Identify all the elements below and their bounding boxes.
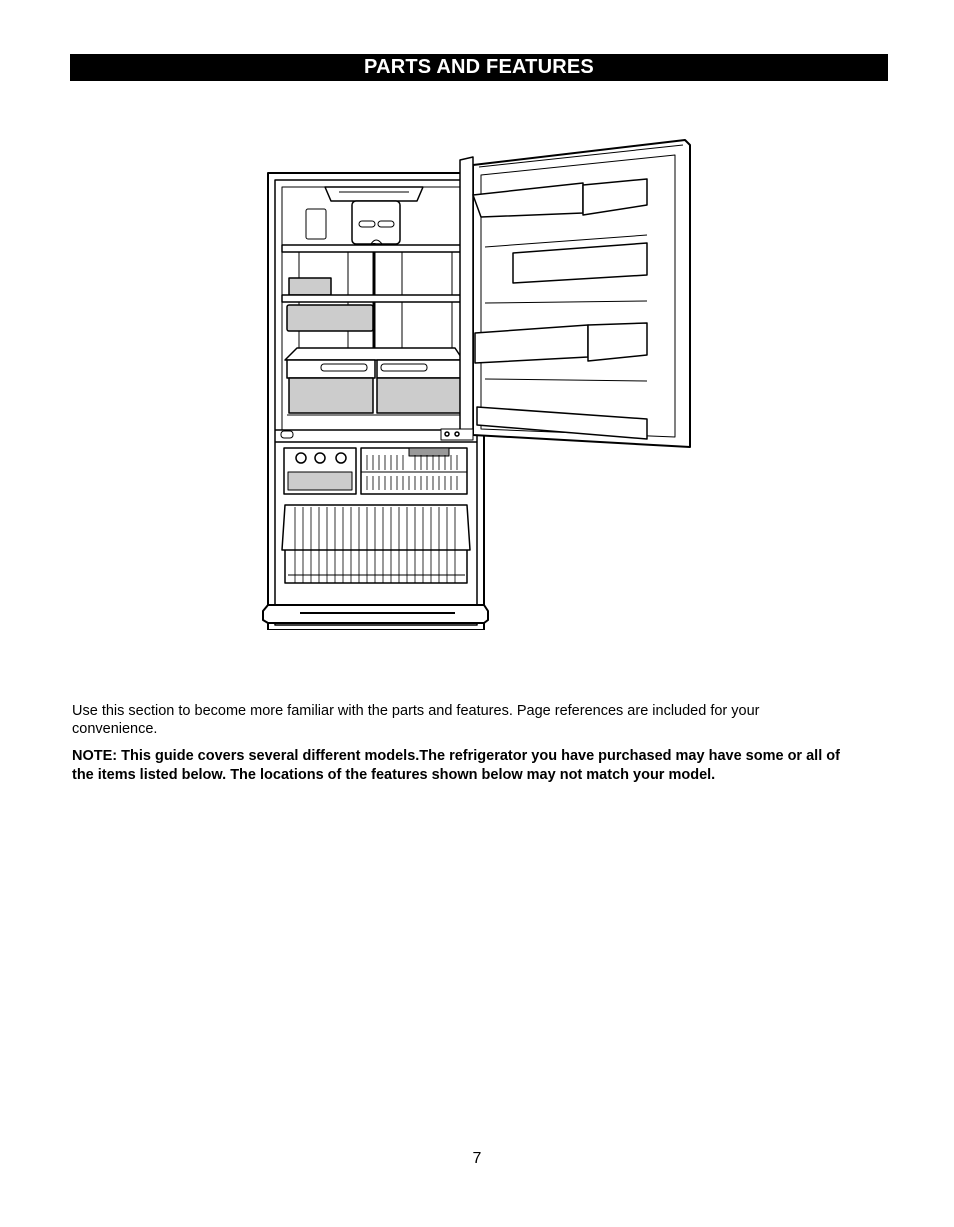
freezer-ice-maker (284, 448, 356, 494)
refrigerator-illustration (255, 135, 700, 630)
freezer-ice-bin (361, 448, 467, 494)
section-title: PARTS AND FEATURES (364, 56, 594, 78)
storage-box (289, 278, 331, 295)
refrigerator-shelf-1 (282, 245, 468, 252)
freezer-drawer-front (263, 605, 488, 623)
note-paragraph: NOTE: This guide covers several different models.The refrigerator you have purchased may have some or all of the items listed below. The locations of the features shown below may not match your model. (72, 748, 840, 783)
section-header-bar (70, 54, 888, 81)
page-number: 7 (472, 1150, 482, 1167)
intro-paragraph: Use this section to become more familiar with the parts and features. Page references are included for your convenience. (72, 703, 760, 737)
